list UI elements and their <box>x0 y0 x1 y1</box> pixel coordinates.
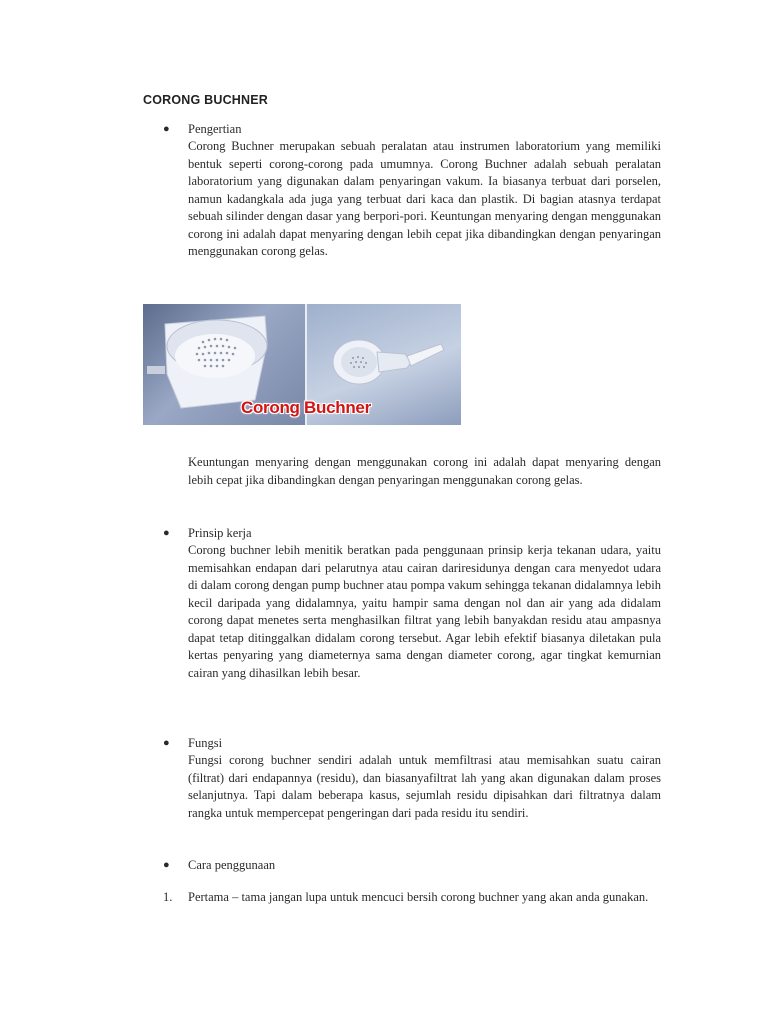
document-title: CORONG BUCHNER <box>143 93 269 107</box>
section-body: Corong Buchner merupakan sebuah peralatan atau instrumen laboratorium yang memiliki bentuk seperti corong-corong pada umumnya. Corong Buchner adalah sebuah peralatan laboratorium yang digunakan dalam penyaringan vakum. Ia biasanya terbuat dari porselen, namun kadangkala ada juga yang terbuat dari kaca dan plastik. Di bagian atasnya terdapat sebuah silinder dengan dasar yang berpori-pori. Keuntungan menyaring dengan menggunakan corong ini adalah dapat menyaring dengan lebih cepat jika dibandingkan dengan penyaringan menggunakan corong gelas. <box>188 139 661 258</box>
bullet-icon: ● <box>163 859 170 871</box>
section-heading: Fungsi <box>188 736 223 750</box>
step-number: 1. <box>163 890 173 904</box>
buchner-funnel-image <box>143 304 461 425</box>
section-body: Fungsi corong buchner sendiri adalah untuk memfiltrasi atau memisahkan suatu cairan (filtrat) dari endapannya (residu), dan biasanyafiltrat lah yang akan digunakan dalam proses selanjutnya. Tapi dalam beberapa kasus, sejumlah residu dipisahkan dari filtratnya dalam rangka untuk mempercepat pengeringan dari pada residu itu sendiri. <box>188 753 661 820</box>
section-heading: Cara penggunaan <box>188 858 276 872</box>
bullet-icon: ● <box>163 123 170 135</box>
bullet-icon: ● <box>163 527 170 539</box>
bullet-icon: ● <box>163 737 170 749</box>
after-image-paragraph: Keuntungan menyaring dengan menggunakan corong ini adalah dapat menyaring dengan lebih cepat jika dibandingkan dengan penyaringan menggunakan corong gelas. <box>188 455 661 487</box>
section-heading: Pengertian <box>188 122 242 136</box>
section-body: Corong buchner lebih menitik beratkan pada penggunaan prinsip kerja tekanan udara, yaitu memisahkan endapan dari pelarutnya atau cairan dariresidunya dengan cara menyedot udara di dalam corong dengan pump buchner atau pompa vakum sehingga tekanan didalamnya lebih kecil daripada yang didalamnya, yaitu hampir sama dengan nol dan air yang ada didalam corong dapat menetes serta menghasilkan filtrat yang lebih banyakdan residu atau ampasnya dapat tetap ditinggalkan didalam corong tersebut. Agar lebih efektif biasanya diletakan pula kertas penyaring yang diameternya sama dengan diameter corong, agar tingkat kemurnian cairan yang dihasilkan lebih besar. <box>188 543 661 680</box>
step-text: Pertama – tama jangan lupa untuk mencuci bersih corong buchner yang akan anda gunakan. <box>188 890 649 904</box>
section-heading: Prinsip kerja <box>188 526 252 540</box>
image-caption: Corong Buchner <box>241 398 371 417</box>
